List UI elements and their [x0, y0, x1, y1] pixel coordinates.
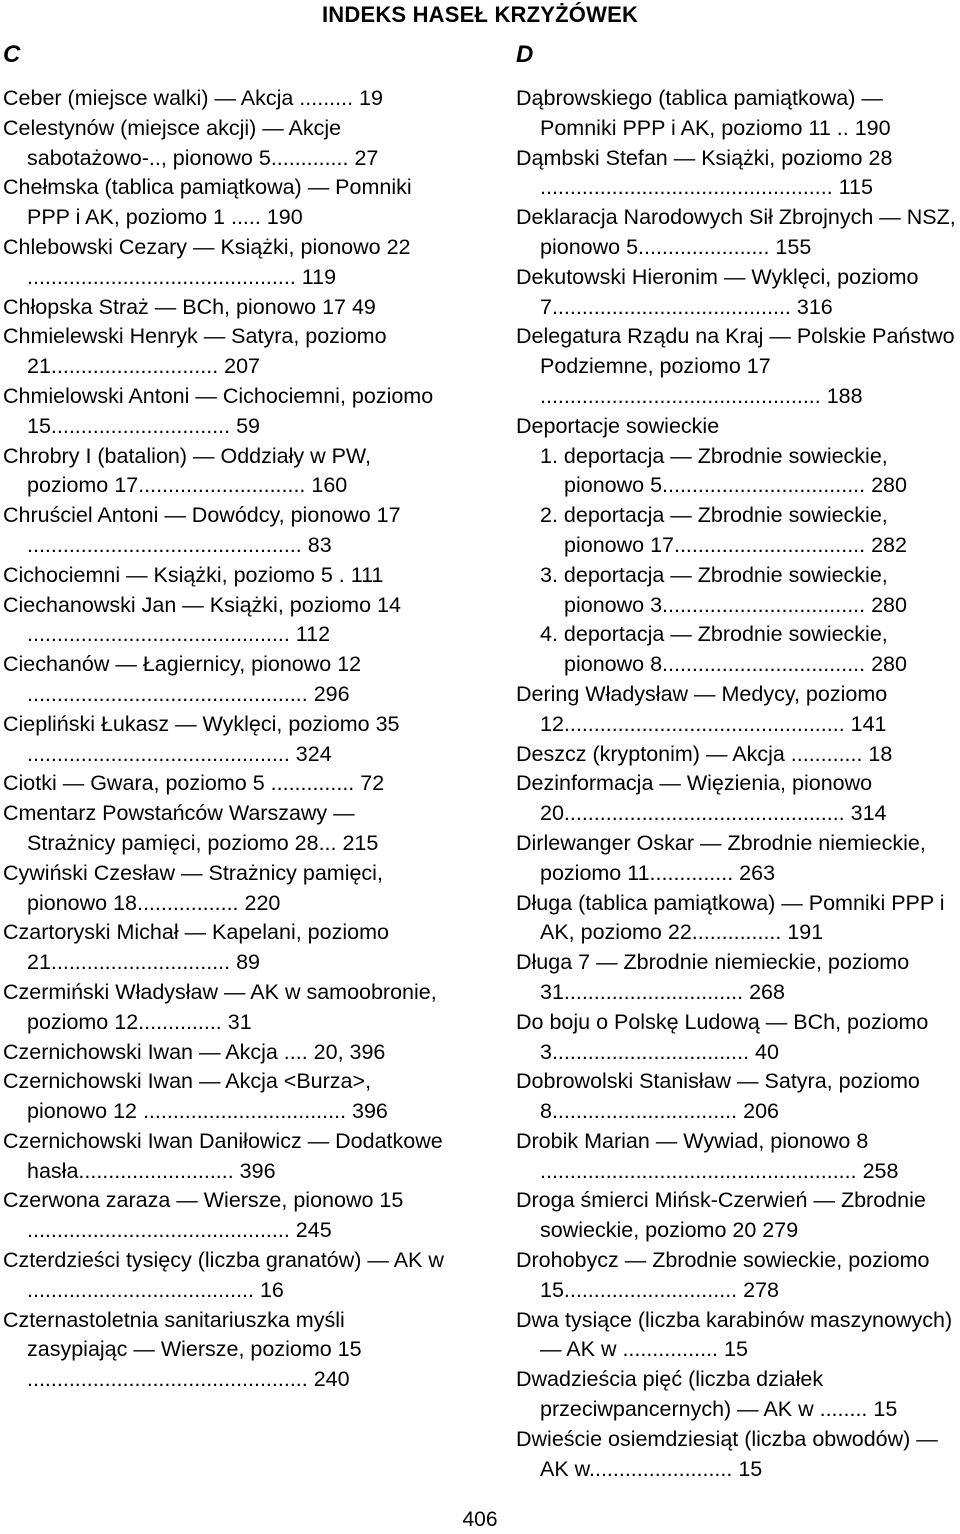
index-entry: Dwieście osiemdziesiąt (liczba obwodów) — AK w........................ 15	[516, 1426, 938, 1481]
index-column-d	[516, 40, 958, 1484]
index-entry: Dąbrowskiego (tablica pamiątkowa) — Pomniki PPP i AK, poziomo 11 .. 190	[516, 86, 891, 140]
index-subentry: 1. deportacja — Zbrodnie sowieckie, pionowo 5.................................. 280	[540, 443, 907, 498]
index-entry: Drobik Marian — Wywiad, pionowo 8 ..................................................... 258	[516, 1128, 899, 1183]
index-entry: Ciechanowski Jan — Książki, poziomo 14 ............................................ 112	[3, 592, 401, 647]
index-entry: Dwa tysiące (liczba karabinów maszynowych) — AK w ................ 15	[516, 1307, 953, 1362]
index-entry: Długa (tablica pamiątkowa) — Pomniki PPP i AK, poziomo 22............... 191	[516, 890, 945, 945]
index-entry: Dirlewanger Oskar — Zbrodnie niemieckie, poziomo 11.............. 263	[516, 830, 926, 885]
index-entry: Chrobry I (batalion) — Oddziały w PW, poziomo 17............................ 160	[3, 443, 372, 498]
index-subentry: 3. deportacja — Zbrodnie sowieckie, pionowo 3.................................. 280	[540, 562, 907, 617]
index-entry: Chełmska (tablica pamiątkowa) — Pomniki PPP i AK, poziomo 1 ..... 190	[3, 175, 412, 230]
index-entry: Ciepliński Łukasz — Wyklęci, poziomo 35 ............................................ 324	[3, 711, 400, 766]
section-letter: D	[516, 41, 534, 68]
index-entry: Dobrowolski Stanisław — Satyra, poziomo 8............................... 206	[516, 1069, 920, 1124]
index-entry: Dekutowski Hieronim — Wyklęci, poziomo 7........................................ 316	[516, 264, 919, 319]
index-entry: Chruściel Antoni — Dowódcy, pionowo 17 .............................................. 83	[3, 503, 401, 557]
index-entry: Deszcz (kryptonim) — Akcja ............ 18	[516, 741, 893, 766]
index-entry: Dąmbski Stefan — Książki, poziomo 28 ................................................. 115	[516, 145, 893, 200]
index-entry: Deklaracja Narodowych Sił Zbrojnych — NSZ, pionowo 5...................... 155	[516, 205, 956, 259]
index-subentry: 2. deportacja — Zbrodnie sowieckie, pionowo 17................................ 282	[540, 503, 907, 557]
index-entry: Chmielowski Antoni — Cichociemni, poziomo 15.............................. 59	[3, 383, 434, 438]
entry-list	[3, 84, 445, 1395]
index-entry: Czermiński Władysław — AK w samoobronie, poziomo 12.............. 31	[3, 979, 437, 1034]
index-entry: Ceber (miejsce walki) — Akcja ......... 19	[3, 86, 383, 110]
index-column-c	[3, 40, 445, 1395]
index-entry: Ciotki — Gwara, poziomo 5 .............. 72	[3, 771, 385, 796]
index-entry: Cichociemni — Książki, poziomo 5 . 111	[3, 562, 384, 587]
index-entry: Dezinformacja — Więzienia, pionowo 20............................................... 314	[516, 771, 887, 826]
index-entry: Do boju o Polskę Ludową — BCh, poziomo 3................................. 40	[516, 1009, 929, 1064]
index-subentry: 4. deportacja — Zbrodnie sowieckie, pionowo 8.................................. 280	[540, 622, 907, 677]
index-entry: Chlebowski Cezary — Książki, pionowo 22 ............................................. 119	[3, 234, 411, 289]
page-title: INDEKS HASEŁ KRZYŻÓWEK	[321, 2, 639, 27]
page-number: 406	[462, 1508, 498, 1531]
index-entry: Chłopska Straż — BCh, pionowo 17 49	[3, 294, 376, 319]
index-entry: Droga śmierci Mińsk-Czerwień — Zbrodnie sowieckie, poziomo 20 279	[516, 1188, 926, 1243]
index-entry: Cywiński Czesław — Strażnicy pamięci, pionowo 18................. 220	[3, 860, 383, 915]
index-entry: Deportacje sowieckie	[516, 413, 720, 438]
index-entry: Czernichowski Iwan Daniłowicz — Dodatkowe hasła.......................... 396	[3, 1128, 443, 1183]
index-entry: Chmielewski Henryk — Satyra, poziomo 21............................ 207	[3, 324, 387, 379]
index-entry: Celestynów (miejsce akcji) — Akcje sabotażowo-.., pionowo 5............. 27	[3, 115, 379, 170]
index-entry: Czartoryski Michał — Kapelani, poziomo 21.............................. 89	[3, 920, 389, 975]
index-entry: Długa 7 — Zbrodnie niemieckie, poziomo 31.............................. 268	[516, 950, 910, 1004]
index-entry: Dering Władysław — Medycy, poziomo 12............................................... 141	[516, 681, 888, 736]
index-entry: Czernichowski Iwan — Akcja .... 20, 396	[3, 1039, 386, 1064]
index-entry: Cmentarz Powstańców Warszawy — Strażnicy pamięci, poziomo 28... 215	[3, 801, 379, 855]
index-entry: Czternastoletnia sanitariuszka myśli zasypiając — Wiersze, poziomo 15 ............................................... 240	[3, 1307, 362, 1392]
index-entry: Drohobycz — Zbrodnie sowieckie, poziomo 15............................. 278	[516, 1248, 930, 1302]
index-entry: Czerwona zaraza — Wiersze, pionowo 15 ............................................ 245	[3, 1188, 404, 1243]
index-entry: Czterdzieści tysięcy (liczba granatów) — AK w ...................................... 16	[3, 1248, 444, 1302]
index-entry: Ciechanów — Łagiernicy, pionowo 12 ............................................... 296	[3, 652, 362, 706]
index-entry: Delegatura Rządu na Kraj — Polskie Państwo Podziemne, poziomo 17 ............................................... 188	[516, 324, 955, 408]
entry-list	[516, 84, 958, 1484]
section-letter: C	[3, 41, 21, 68]
index-entry: Czernichowski Iwan — Akcja <Burza>, pionowo 12 .................................. 396	[3, 1069, 388, 1124]
index-entry: Dwadzieścia pięć (liczba działek przeciwpancernych) — AK w ........ 15	[516, 1367, 898, 1422]
